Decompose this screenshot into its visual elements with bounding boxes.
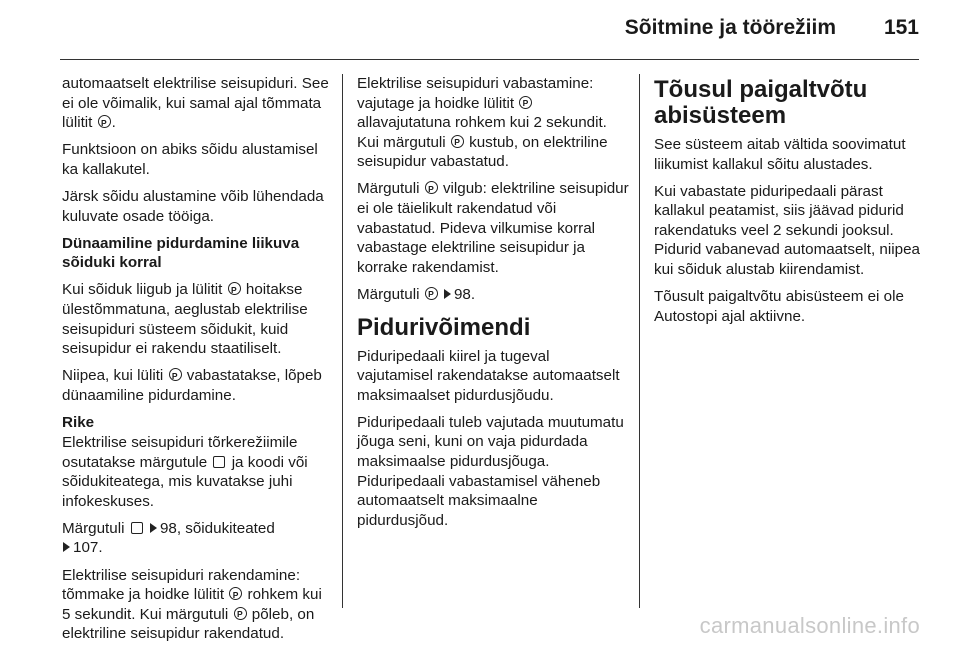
parking-brake-switch-icon [169,368,182,381]
paragraph: Elektrilise seisupiduri rakendamine: tõmmake ja hoidke lülitit P rohkem kui 5 sekundit. Kui märgutuli P põleb, on elektriline seisupidur rakendatud. [62,566,332,644]
parking-brake-switch-icon [425,181,438,194]
text-column-3 [654,74,924,334]
paragraph: See süsteem aitab vältida soovimatut liikumist kallakul sõitu alustades. [654,136,906,173]
parking-brake-switch-icon [451,135,464,148]
paragraph: automaatselt elektrilise seisupiduri. See ei ole võimalik, kui samal ajal tõmmata lülitit P . [62,74,332,133]
reference-arrow-icon [444,289,451,299]
paragraph: Funktsioon on abiks sõidu alustamisel ka kallakutel. [62,141,318,178]
parking-brake-switch-icon [519,96,532,109]
paragraph: Märgutuli P 98. [357,285,629,305]
parking-brake-switch-icon [228,282,241,295]
page-number: 151 [883,16,919,39]
page-header-title: Sõitmine ja töörežiim [624,16,836,39]
header-rule [60,59,919,60]
paragraph: Elektrilise seisupiduri vabastamine: vajutage ja hoidke lülitit P allavajutatuna rohkem kui 2 sekundit. Kui märgutuli P kustub, on elektriline seisupidur vabastatud. [357,74,629,172]
parking-brake-warning-icon [213,456,225,468]
paragraph: Kui sõiduk liigub ja lülitit P hoitakse ülestõmmatuna, aeglustab elektrilise seisupiduri süsteem sõidukit, kuid seisupidur ei rakendu staatiliselt. [62,280,332,358]
text-column-1 [62,74,332,651]
section-heading-brake-assist: Pidurivõimendi [357,313,531,341]
subheading-fault: Rike [62,413,95,431]
parking-brake-switch-icon [425,287,438,300]
column-divider-2 [639,74,640,608]
paragraph: Märgutuli P vilgub: elektriline seisupidur ei ole täielikult rakendatud või vabastatud. Pideva vilkumise korral vabastage elektriline seisupidur ja korrake rakendamist. [357,179,629,277]
paragraph: Niipea, kui lüliti P vabastatakse, lõpeb dünaamiline pidurdamine. [62,366,332,405]
paragraph: Märgutuli 98, sõidukiteated 107. [62,519,275,557]
paragraph: Järsk sõidu alustamine võib lühendada kuluvate osade tööiga. [62,187,324,225]
section-heading-hill-start-assist: Tõusul paigaltvõtu abisüsteem [654,76,868,129]
parking-brake-warning-icon [131,522,143,534]
text-column-2 [357,74,629,538]
reference-arrow-icon [150,523,157,533]
paragraph: Kui vabastate piduripedaali pärast kallakul peatamist, siis jäävad pidurid rakendatuks veel 2 sekundi jooksul. Pidurid vabanevad automaatselt, niipea kui sõiduk alustab kiirendamist. [654,182,920,279]
parking-brake-switch-icon [229,587,242,600]
paragraph: Piduripedaali kiirel ja tugeval vajutamisel rakendatakse automaatselt maksimaalset pidurdusjõudu. [357,347,620,404]
subheading-dynamic-braking: Dünaamiline pidurdamine liikuva sõiduki korral [62,234,300,272]
reference-arrow-icon [63,542,70,552]
paragraph: Tõusult paigaltvõtu abisüsteem ei ole Autostopi ajal aktiivne. [654,288,904,325]
paragraph: Piduripedaali tuleb vajutada muutumatu jõuga seni, kuni on vaja pidurdada maksimaalse pidurdusjõuga. Piduripedaali vabastamisel väheneb automaatselt maksimaalne pidurdusjõud. [357,413,624,529]
watermark: carmanualsonline.info [699,613,920,638]
parking-brake-switch-icon [98,115,111,128]
parking-brake-switch-icon [234,607,247,620]
paragraph: Elektrilise seisupiduri tõrkerežiimile osutatakse märgutule ja koodi või sõidukiteatega, mis kuvatakse juhi infokeskuses. [62,434,308,510]
column-divider-1 [342,74,343,608]
